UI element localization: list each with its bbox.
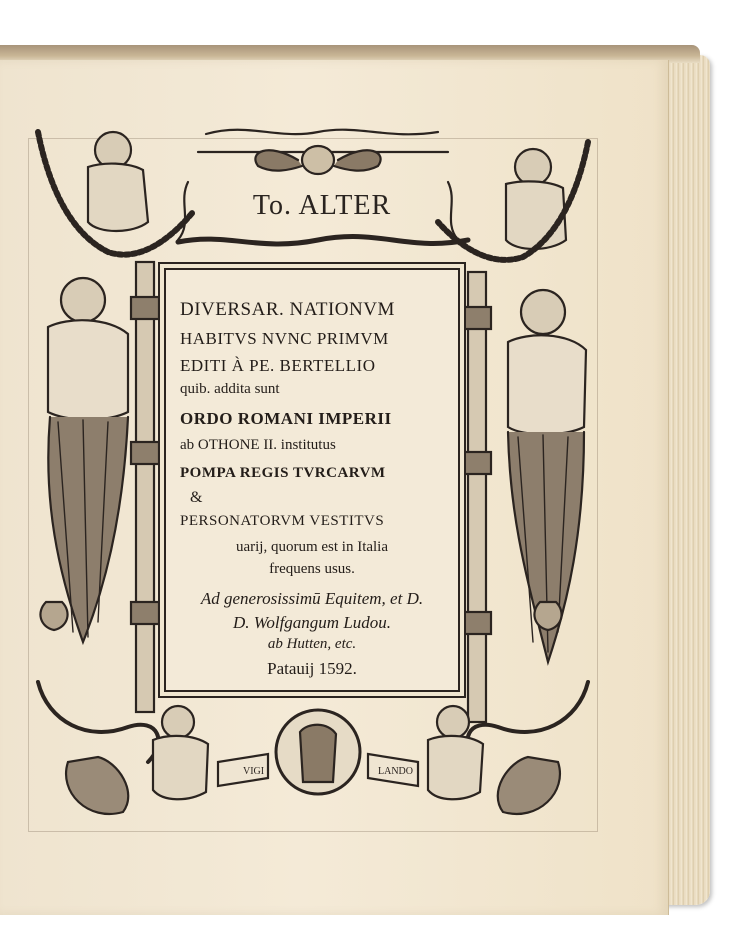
title-line-3: EDITI À PE. BERTELLIO [180, 356, 376, 375]
title-line-6: ab OTHONE II. institutus [180, 437, 336, 453]
title-line-13: D. Wolfgangum Ludou. [232, 613, 392, 632]
title-line-15: Patauij 1592. [267, 659, 357, 678]
title-line-10: uarij, quorum est in Italia [235, 539, 389, 555]
title-line-1: DIVERSAR. NATIONVM [180, 299, 395, 320]
title-line-12: Ad generosissimū Equitem, et D. [200, 589, 424, 608]
title-line-4: quib. addita sunt [180, 381, 280, 397]
header-cartouche-title: To. ALTER [252, 190, 392, 221]
title-line-14: ab Hutten, etc. [267, 636, 357, 652]
title-line-11: frequens usus. [269, 561, 355, 577]
banner-left-text: VIGI [243, 766, 265, 777]
title-line-7: POMPA REGIS TVRCARVM [180, 465, 386, 481]
banner-right-text: LANDO [378, 766, 413, 777]
title-line-5: ORDO ROMANI IMPERII [180, 409, 392, 428]
title-line-2: HABITVS NVNC PRIMVM [180, 329, 389, 348]
title-line-8: & [190, 489, 203, 506]
title-line-9: PERSONATORVM VESTITVS [180, 513, 385, 529]
